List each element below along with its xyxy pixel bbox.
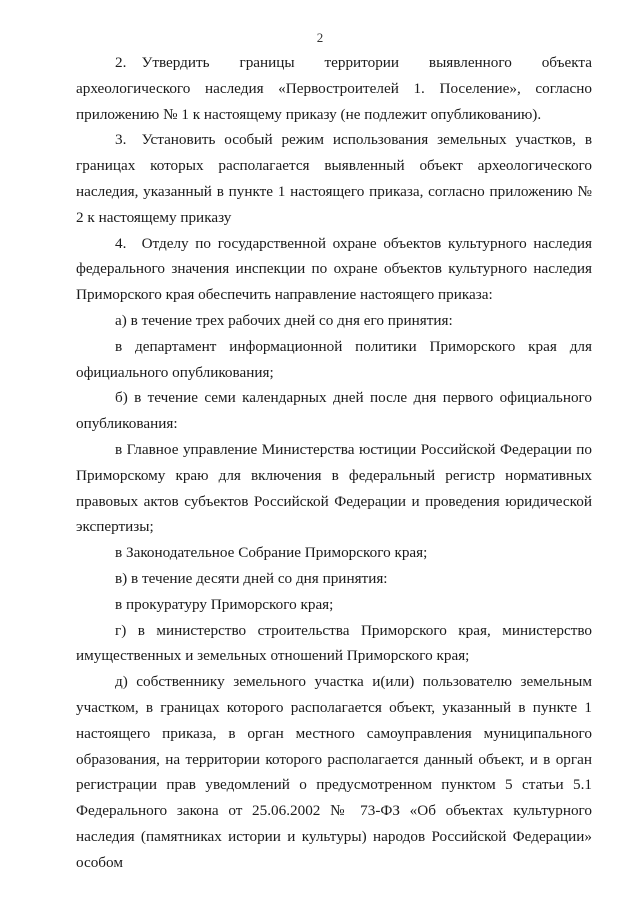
subitem-d: д) собственнику земельного участка и(или) пользователю земельным участком, в границах которого располагается объект, указанный в пункте 1 настоящего приказа, в орган местного самоуправления муниципального образования, на территории которого располагается данный объект, и в орган регистрации прав уведомлений о предусмотренном пунктом 5 статьи 5.1 Федерального закона от 25.06.2002 № 73-ФЗ «Об объектах культурного наследия (памятниках истории и культуры) народов Российской Федерации» особом <box>76 673 592 871</box>
recipient-prosecutor: в прокуратуру Приморского края; <box>115 595 334 613</box>
page-number: 2 <box>316 30 324 45</box>
recipient-legislative-assembly: в Законодательное Собрание Приморского края; <box>115 544 428 562</box>
subitem-a: а) в течение трех рабочих дней со дня его принятия: <box>115 311 453 329</box>
paragraph-item-4: 4. Отделу по государственной охране объектов культурного наследия федерального значения инспекции по охране объектов культурного наследия Приморского края обеспечить направление настоящего приказа: <box>76 234 592 304</box>
recipient-info-department: в департамент информационной политики Приморского края для официального опубликования; <box>76 337 592 381</box>
subitem-b: б) в течение семи календарных дней после дня первого официального опубликования: <box>76 389 592 433</box>
subitem-g: г) в министерство строительства Приморского края, министерство имущественных и земельных отношений Приморского края; <box>76 621 592 665</box>
paragraph-item-3: 3. Установить особый режим использования земельных участков, в границах которых располагается выявленный объект археологического наследия, указанный в пункте 1 настоящего приказа, согласно приложению № 2 к настоящему приказу <box>76 131 592 226</box>
document-body <box>76 50 592 876</box>
subitem-v: в) в течение десяти дней со дня принятия: <box>115 569 388 587</box>
paragraph-item-2: 2. Утвердить границы территории выявленного объекта археологического наследия «Первостроителей 1. Поселение», согласно приложению № 1 к настоящему приказу (не подлежит опубликованию). <box>76 54 592 123</box>
recipient-justice-ministry: в Главное управление Министерства юстиции Российской Федерации по Приморскому краю для включения в федеральный регистр нормативных правовых актов субъектов Российской Федерации и проведения юридической экспертизы; <box>76 440 592 536</box>
